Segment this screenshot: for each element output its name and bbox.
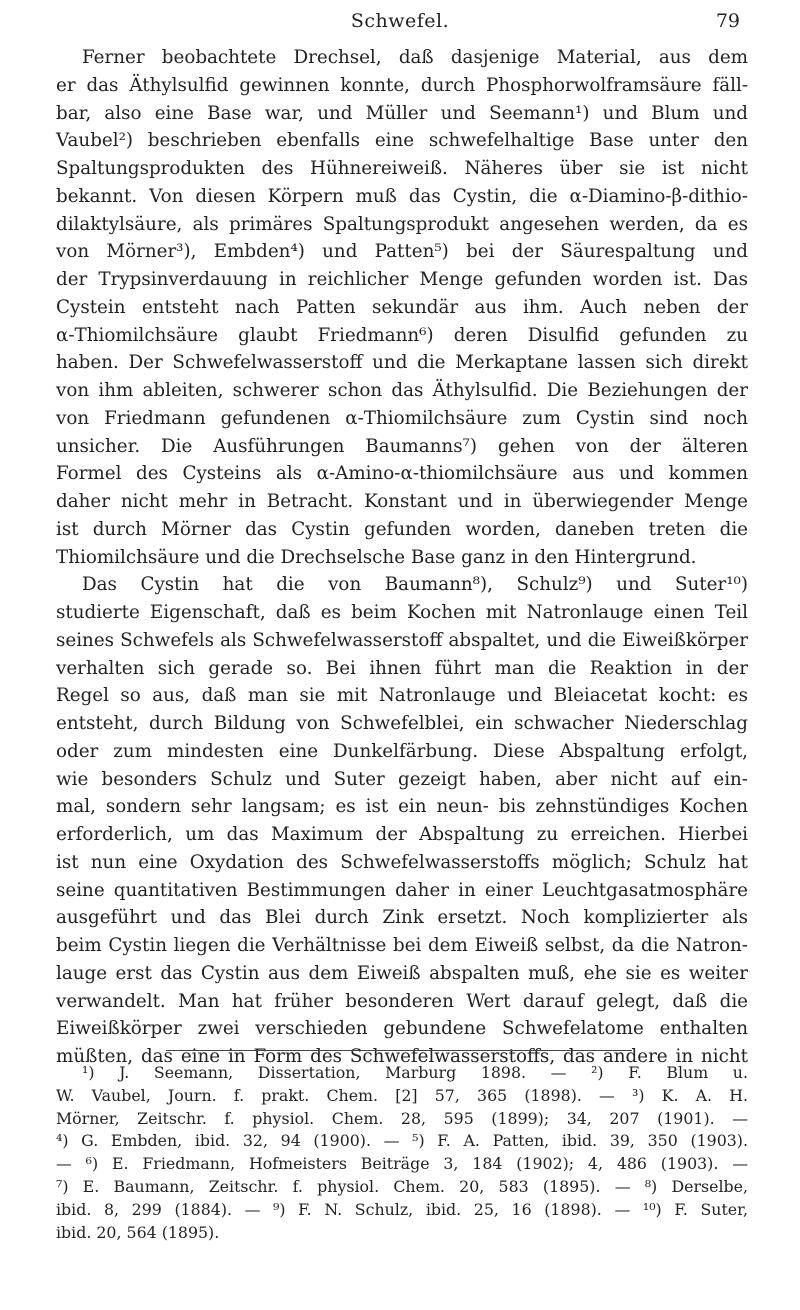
- text-line: studierte Eigenschaft, daß es beim Kochen mit Natronlauge einen Teil: [56, 602, 748, 623]
- footnote-line: ibid. 8, 299 (1884). — ⁹) F. N. Schulz, ibid. 25, 16 (1898). — ¹⁰) F. Suter,: [56, 1199, 748, 1219]
- text-line: seine quantitativen Bestimmungen daher in einer Leuchtgasatmosphäre: [56, 879, 748, 901]
- running-head: Schwefel.: [350, 10, 450, 32]
- text-line: mal, sondern sehr langsam; es ist ein neun- bis zehnstündiges Kochen: [56, 796, 748, 818]
- text-line: ist durch Mörner das Cystin gefunden worden, daneben treten die: [56, 518, 748, 540]
- footnote-separator: [166, 1050, 632, 1051]
- body-text: [56, 44, 748, 1071]
- text-line: bar, also eine Base war, und Müller und Seemann¹) und Blum und: [56, 102, 748, 124]
- footnote-line: ⁷) E. Baumann, Zeitschr. f. physiol. Chem. 20, 583 (1895). — ⁸) Derselbe,: [56, 1176, 748, 1196]
- text-line: unsicher. Die Ausführungen Baumanns⁷) gehen von der älteren: [56, 435, 748, 457]
- text-line: der Trypsinverdauung in reichlicher Menge gefunden worden ist. Das: [56, 269, 748, 290]
- text-line: verwandelt. Man hat früher besonderen Wert darauf gelegt, daß die: [56, 990, 748, 1012]
- footnote-line: ¹) J. Seemann, Dissertation, Marburg 1898. — ²) F. Blum u.: [82, 1063, 748, 1082]
- text-line: Cystein entsteht nach Patten sekundär aus ihm. Auch neben der: [56, 296, 748, 318]
- footnote-line: Mörner, Zeitschr. f. physiol. Chem. 28, 595 (1899); 34, 207 (1901). —: [56, 1108, 748, 1128]
- page-number: 79: [715, 10, 740, 32]
- text-line: entsteht, durch Bildung von Schwefelblei, ein schwacher Niederschlag: [56, 713, 748, 734]
- text-line: müßten, das eine in Form des Schwefelwasserstoffs, das andere in nicht: [56, 1046, 748, 1067]
- text-line: Vaubel²) beschrieben ebenfalls eine schwefelhaltige Base unter den: [56, 130, 748, 152]
- text-line: er das Äthylsulfid gewinnen konnte, durch Phosphorwolframsäure fäll-: [56, 74, 748, 96]
- text-line: daher nicht mehr in Betracht. Konstant und in überwiegender Menge: [56, 491, 748, 512]
- text-line: beim Cystin liegen die Verhältnisse bei dem Eiweiß selbst, da die Natron-: [56, 935, 748, 956]
- text-line: seines Schwefels als Schwefelwasserstoff abspaltet, und die Eiweißkörper: [56, 629, 748, 651]
- text-line: lauge erst das Cystin aus dem Eiweiß abspalten muß, ehe sie es weiter: [56, 962, 748, 984]
- text-line: haben. Der Schwefelwasserstoff und die Merkaptane lassen sich direkt: [56, 352, 748, 374]
- text-line: Regel so aus, daß man sie mit Natronlauge und Bleiacetat kocht: es: [56, 685, 748, 707]
- text-line: wie besonders Schulz und Suter gezeigt haben, aber nicht auf ein-: [56, 768, 748, 790]
- footnote-line: ⁴) G. Embden, ibid. 32, 94 (1900). — ⁵) F. A. Patten, ibid. 39, 350 (1903).: [56, 1131, 748, 1151]
- text-line: Spaltungsprodukten des Hühnereiweiß. Näheres über sie ist nicht: [56, 158, 748, 179]
- text-line: Ferner beobachtete Drechsel, daß dasjenige Material, aus dem: [82, 47, 748, 68]
- text-line: dilaktylsäure, als primäres Spaltungsprodukt angesehen werden, da es: [56, 213, 748, 235]
- text-line: ausgeführt und das Blei durch Zink ersetzt. Noch komplizierter als: [56, 907, 748, 929]
- text-line: Formel des Cysteins als α-Amino-α-thiomilchsäure aus und kommen: [56, 463, 748, 485]
- footnote-line: — ⁶) E. Friedmann, Hofmeisters Beiträge 3, 184 (1902); 4, 486 (1903). —: [56, 1154, 748, 1174]
- text-line: von Mörner³), Embden⁴) und Patten⁵) bei der Säurespaltung und: [56, 241, 748, 263]
- text-line: von Friedmann gefundenen α-Thiomilchsäure zum Cystin sind noch: [56, 407, 748, 429]
- text-line: Das Cystin hat die von Baumann⁸), Schulz⁹) und Suter¹⁰): [82, 574, 748, 596]
- text-line: verhalten sich gerade so. Bei ihnen führt man die Reaktion in der: [56, 657, 748, 679]
- text-line: von ihm ableiten, schwerer schon das Äthylsulfid. Die Beziehungen der: [56, 380, 748, 401]
- text-line: bekannt. Von diesen Körpern muß das Cystin, die α-Diamino-β-dithio-: [56, 185, 748, 207]
- text-line: Thiomilchsäure und die Drechselsche Base ganz in den Hintergrund.: [56, 546, 697, 568]
- footnote-line: ibid. 20, 564 (1895).: [56, 1222, 220, 1242]
- text-line: Eiweißkörper zwei verschieden gebundene Schwefelatome enthalten: [56, 1018, 748, 1040]
- text-line: oder zum mindesten eine Dunkelfärbung. Diese Abspaltung erfolgt,: [56, 740, 748, 762]
- text-line: α-Thiomilchsäure glaubt Friedmann⁶) deren Disulfid gefunden zu: [56, 324, 748, 346]
- text-line: erforderlich, um das Maximum der Abspaltung zu erreichen. Hierbei: [56, 824, 748, 845]
- text-line: ist nun eine Oxydation des Schwefelwasserstoffs möglich; Schulz hat: [56, 851, 748, 873]
- footnotes: [56, 1062, 748, 1244]
- footnote-line: W. Vaubel, Journ. f. prakt. Chem. [2] 57, 365 (1898). — ³) K. A. H.: [56, 1085, 748, 1105]
